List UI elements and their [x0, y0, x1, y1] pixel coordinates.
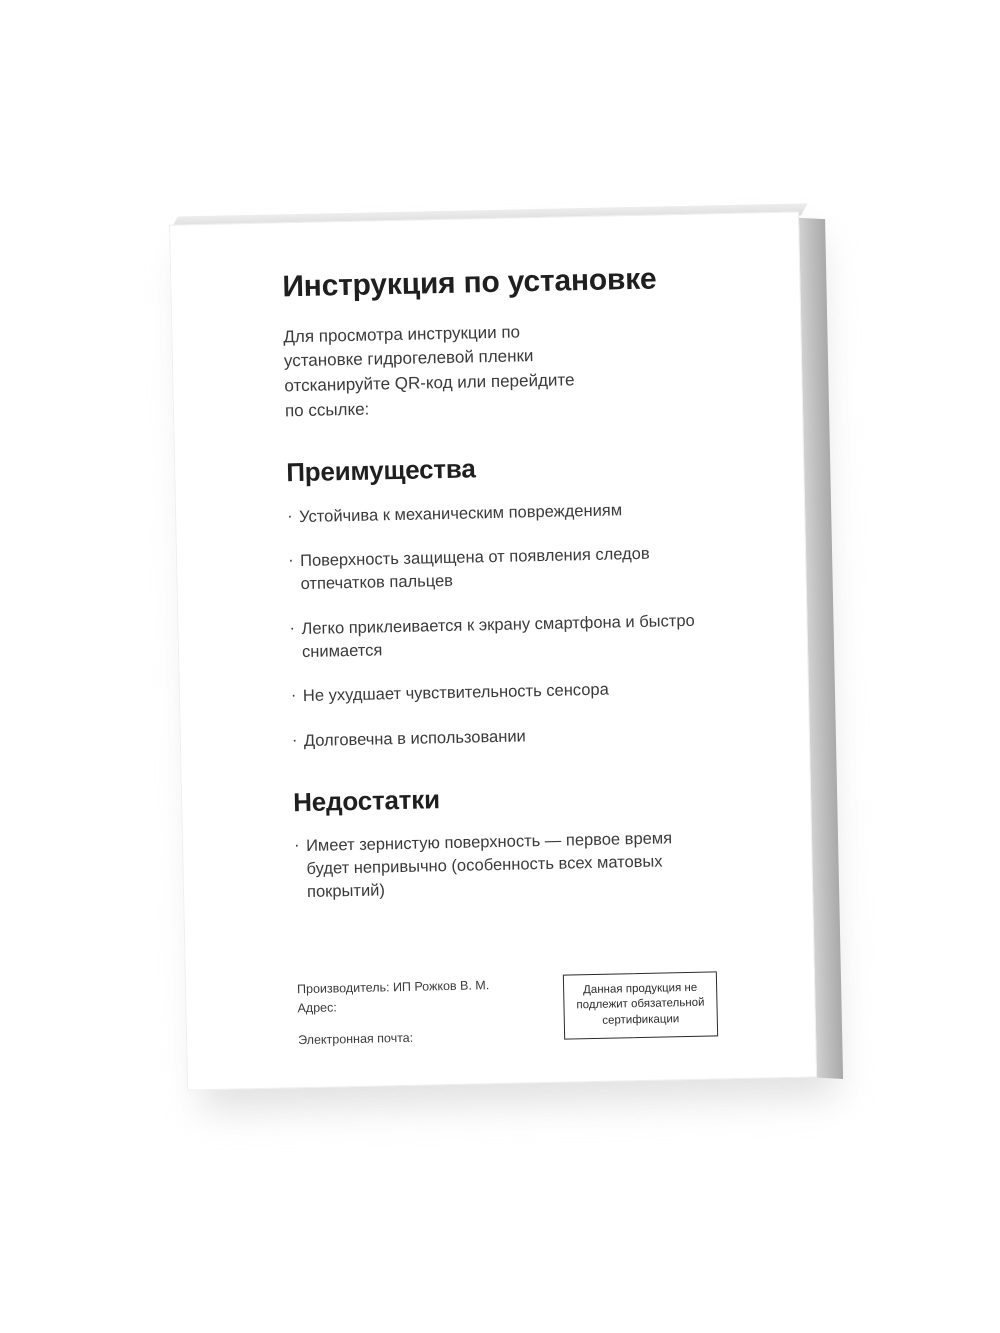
box-front-face: [169, 212, 817, 1091]
printed-content: [282, 262, 718, 1051]
disadvantages-list: [294, 826, 715, 903]
list-item: · Устойчива к механическим повреждениям: [287, 497, 707, 529]
advantages-list: [287, 497, 712, 753]
footer: [297, 971, 718, 1050]
page-title: Инструкция по установке: [282, 262, 657, 304]
list-item: · Долговечна в использовании: [292, 722, 712, 754]
product-box: [169, 211, 819, 1086]
email-line: Электронная почта:: [297, 1030, 414, 1047]
list-item: · Имеет зернистую поверхность — первое время будет непривычно (особенность всех матовых покрытий): [294, 826, 715, 903]
list-item: · Поверхность защищена от появления следов отпечатков пальцев: [288, 542, 709, 596]
manufacturer-line: Производитель: ИП Рожков В. М.: [296, 978, 490, 997]
list-item: · Легко приклеивается к экрану смартфона и быстро снимается: [289, 609, 710, 663]
section-heading-disadvantages: Недостатки: [292, 784, 441, 818]
intro-paragraph: Для просмотра инструкции по установке гидрогелевой пленки отсканируйте QR-код или перейдите по ссылке:: [283, 322, 575, 421]
certification-note: Данная продукция не подлежит обязательной сертификации: [563, 971, 718, 1040]
list-item: · Не ухудшает чувствительность сенсора: [291, 677, 711, 709]
address-line: Адрес:: [297, 1000, 337, 1016]
manufacturer-block: [297, 976, 491, 1050]
section-heading-advantages: Преимущества: [285, 453, 476, 488]
